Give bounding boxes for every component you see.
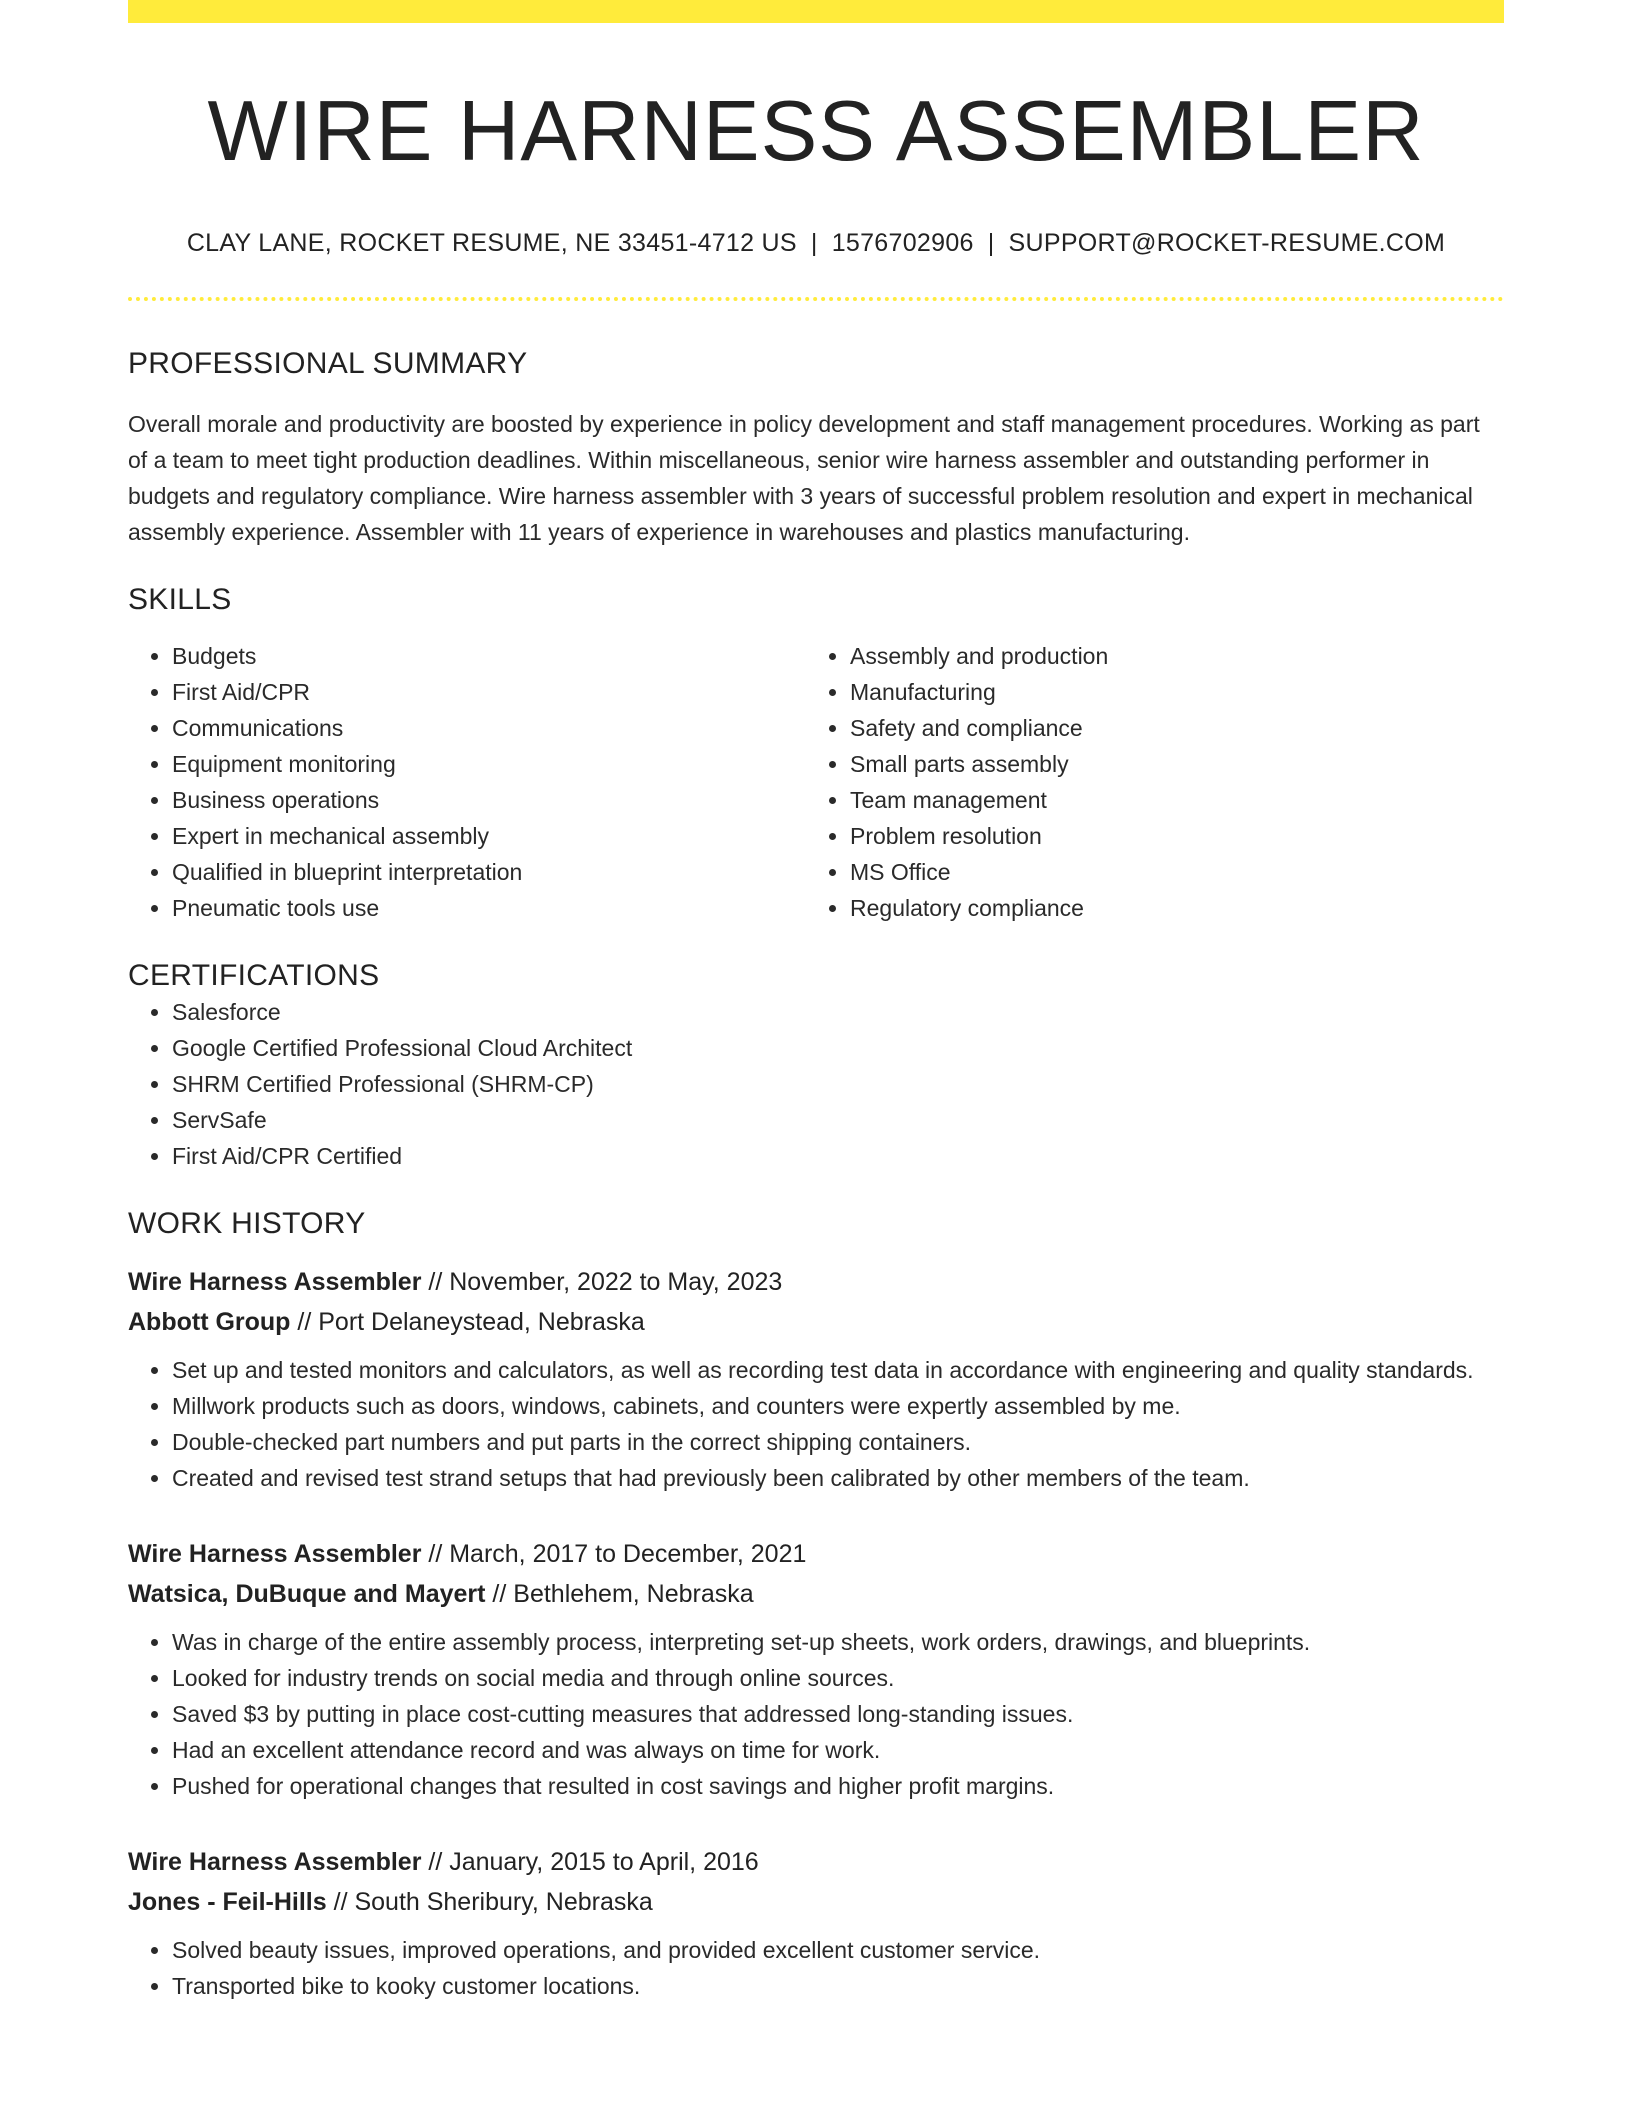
job-duties-list: [128, 1624, 1504, 1804]
phone-text: 1576702906: [831, 229, 974, 257]
certification-item: • First Aid/CPR Certified: [172, 1138, 1504, 1174]
skills-list-right: [806, 638, 1484, 926]
skill-item: • Assembly and production: [850, 638, 1484, 674]
skill-item: • Expert in mechanical assembly: [172, 818, 806, 854]
summary-text: Overall morale and productivity are boosted by experience in policy development and staff management procedures. Working as part of a team to meet tight production deadlines. Within miscellaneous, senior wire harness assembler and outstanding performer in budgets and regulatory compliance. Wire harness assembler with 3 years of successful problem resolution and expert in mechanical assembly experience. Assembler with 11 years of experience in warehouses and plastics manufacturing.: [128, 410, 1480, 545]
certification-item: • SHRM Certified Professional (SHRM-CP): [172, 1066, 1504, 1102]
job-duty: • Created and revised test strand setups that had previously been calibrated by other members of the team.: [172, 1460, 1504, 1496]
skill-item: • Pneumatic tools use: [172, 890, 806, 926]
job-duty: • Had an excellent attendance record and was always on time for work.: [172, 1732, 1504, 1768]
certification-item: • Google Certified Professional Cloud Architect: [172, 1030, 1504, 1066]
job-company: Abbott Group: [128, 1307, 291, 1336]
work-history-section: [128, 1206, 1504, 2004]
job-role: Wire Harness Assembler: [128, 1847, 422, 1876]
certifications-list: [128, 994, 1504, 1174]
job-duties-list: [128, 1352, 1504, 1496]
job-company: Jones - Feil-Hills: [128, 1887, 327, 1916]
job-duty: • Saved $3 by putting in place cost-cutting measures that addressed long-standing issues.: [172, 1696, 1504, 1732]
job-duty: • Millwork products such as doors, windows, cabinets, and counters were expertly assembled by me.: [172, 1388, 1504, 1424]
section-title-work-history: WORK HISTORY: [128, 1206, 366, 1240]
skills-column-right: [806, 638, 1484, 926]
skill-item: • MS Office: [850, 854, 1484, 890]
job-title-line: [128, 1842, 1504, 1882]
certification-item: • Salesforce: [172, 994, 1504, 1030]
job-entry: [128, 1262, 1504, 1496]
contact-line: [128, 227, 1504, 260]
certifications-section: [128, 958, 1504, 1174]
job-dates: // January, 2015 to April, 2016: [421, 1847, 759, 1876]
job-company-line: [128, 1302, 1504, 1342]
skill-item: • Small parts assembly: [850, 746, 1484, 782]
job-duty: • Double-checked part numbers and put parts in the correct shipping containers.: [172, 1424, 1504, 1460]
dotted-divider: [128, 297, 1504, 301]
skill-item: • Budgets: [172, 638, 806, 674]
job-dates: // March, 2017 to December, 2021: [421, 1539, 807, 1568]
job-duty: • Pushed for operational changes that resulted in cost savings and higher profit margins.: [172, 1768, 1504, 1804]
address-text: CLAY LANE, ROCKET RESUME, NE 33451-4712 US: [186, 229, 797, 257]
skill-item: • Safety and compliance: [850, 710, 1484, 746]
resume-page: [128, 0, 1504, 2004]
section-title-certifications: CERTIFICATIONS: [128, 958, 380, 992]
certification-item: • ServSafe: [172, 1102, 1504, 1138]
job-location: // South Sheribury, Nebraska: [326, 1887, 653, 1916]
contact-separator: |: [810, 229, 818, 257]
skill-item: • Equipment monitoring: [172, 746, 806, 782]
skill-item: • Manufacturing: [850, 674, 1484, 710]
job-duty: • Transported bike to kooky customer locations.: [172, 1968, 1504, 2004]
job-duty: • Solved beauty issues, improved operations, and provided excellent customer service.: [172, 1932, 1504, 1968]
skill-item: • Team management: [850, 782, 1484, 818]
job-role: Wire Harness Assembler: [128, 1539, 422, 1568]
professional-summary-section: [128, 346, 1504, 550]
job-company: Watsica, DuBuque and Mayert: [128, 1579, 486, 1608]
skill-item: • First Aid/CPR: [172, 674, 806, 710]
job-company-line: [128, 1882, 1504, 1922]
job-company-line: [128, 1574, 1504, 1614]
job-role: Wire Harness Assembler: [128, 1267, 422, 1296]
skill-item: • Communications: [172, 710, 806, 746]
job-entry: [128, 1842, 1504, 2004]
job-title-line: [128, 1262, 1504, 1302]
skill-item: • Problem resolution: [850, 818, 1484, 854]
job-dates: // November, 2022 to May, 2023: [421, 1267, 783, 1296]
job-entry: [128, 1534, 1504, 1804]
skills-grid: [128, 638, 1504, 926]
job-duty: • Set up and tested monitors and calculators, as well as recording test data in accordance with engineering and quality standards.: [172, 1352, 1504, 1388]
skill-item: • Qualified in blueprint interpretation: [172, 854, 806, 890]
job-duty: • Looked for industry trends on social media and through online sources.: [172, 1660, 1504, 1696]
skills-section: [128, 582, 1504, 926]
section-title-summary: PROFESSIONAL SUMMARY: [128, 346, 528, 380]
job-title-line: [128, 1534, 1504, 1574]
job-location: // Port Delaneystead, Nebraska: [290, 1307, 645, 1336]
email-link[interactable]: SUPPORT@ROCKET-RESUME.COM: [1008, 229, 1446, 257]
skills-column-left: [128, 638, 806, 926]
contact-separator: |: [987, 229, 995, 257]
skills-list-left: [128, 638, 806, 926]
resume-title: WIRE HARNESS ASSEMBLER: [207, 84, 1425, 179]
job-location: // Bethlehem, Nebraska: [485, 1579, 754, 1608]
skill-item: • Business operations: [172, 782, 806, 818]
job-duty: • Was in charge of the entire assembly process, interpreting set-up sheets, work orders, drawings, and blueprints.: [172, 1624, 1504, 1660]
skill-item: • Regulatory compliance: [850, 890, 1484, 926]
section-title-skills: SKILLS: [128, 582, 232, 616]
job-duties-list: [128, 1932, 1504, 2004]
accent-bar: [128, 0, 1504, 23]
